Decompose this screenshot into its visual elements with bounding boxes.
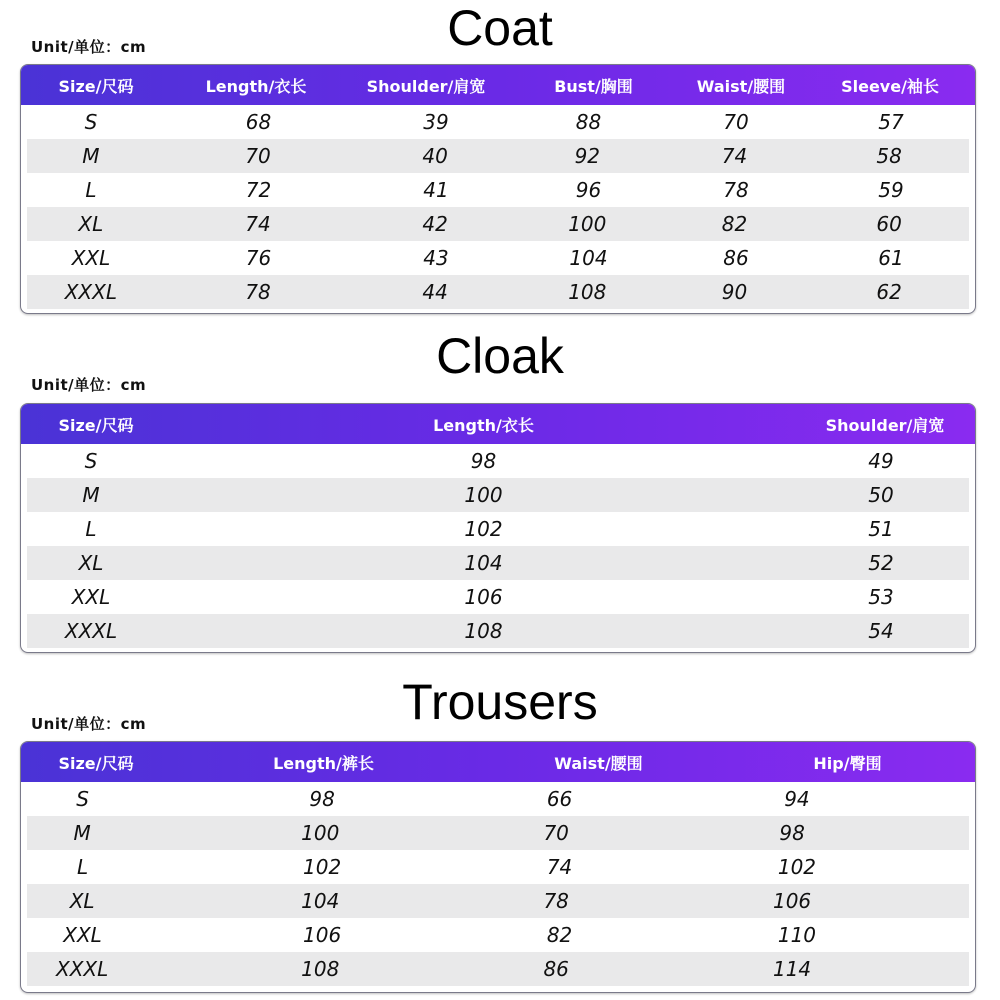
size-cell: L xyxy=(85,517,97,541)
trousers-title: Trousers xyxy=(402,674,598,730)
table-row xyxy=(27,207,969,241)
table-row xyxy=(21,241,975,275)
length-cell: 106 xyxy=(303,923,342,947)
table-row xyxy=(21,444,975,478)
header-length: Length/衣长 xyxy=(433,415,534,435)
shoulder-cell: 49 xyxy=(868,449,894,473)
length-cell: 100 xyxy=(301,821,340,845)
size-cell: XXXL xyxy=(64,280,117,304)
coat-table-header xyxy=(21,65,975,105)
length-cell: 76 xyxy=(245,246,272,270)
header-size: Size/尺码 xyxy=(58,415,134,435)
size-cell: S xyxy=(76,787,89,811)
header-hip: Hip/臀围 xyxy=(813,753,882,773)
bust-cell: 92 xyxy=(574,144,601,168)
waist-cell: 82 xyxy=(546,923,573,947)
cloak-size-table xyxy=(20,403,976,653)
shoulder-cell: 39 xyxy=(423,110,449,134)
hip-cell: 114 xyxy=(772,957,812,981)
length-cell: 108 xyxy=(464,619,503,643)
hip-cell: 110 xyxy=(777,923,817,947)
sleeve-cell: 57 xyxy=(878,110,904,134)
length-cell: 104 xyxy=(464,551,503,575)
length-cell: 68 xyxy=(245,110,272,134)
length-cell: 74 xyxy=(245,212,271,236)
sleeve-cell: 60 xyxy=(876,212,902,236)
header-bust: Bust/胸围 xyxy=(554,76,633,96)
table-row xyxy=(21,173,975,207)
table-row xyxy=(27,275,969,309)
length-cell: 106 xyxy=(464,585,503,609)
shoulder-cell: 43 xyxy=(423,246,449,270)
size-cell: M xyxy=(82,483,100,507)
trousers-table-header xyxy=(21,742,975,782)
size-cell: S xyxy=(84,449,98,473)
cloak-unit-label: Unit/单位：cm xyxy=(31,376,147,394)
coat-size-table xyxy=(20,64,976,314)
size-cell: L xyxy=(85,178,97,202)
size-cell: XXL xyxy=(63,923,102,947)
table-row xyxy=(21,512,975,546)
waist-cell: 78 xyxy=(543,889,569,913)
size-cell: XXXL xyxy=(64,619,118,643)
table-row xyxy=(27,816,969,850)
table-row xyxy=(27,884,969,918)
size-cell: S xyxy=(84,110,98,134)
shoulder-cell: 53 xyxy=(868,585,894,609)
waist-cell: 82 xyxy=(721,212,748,236)
table-row xyxy=(21,105,975,139)
size-cell: XXL xyxy=(71,585,111,609)
sleeve-cell: 62 xyxy=(876,280,902,304)
bust-cell: 108 xyxy=(568,280,607,304)
table-row xyxy=(27,614,969,648)
size-cell: M xyxy=(73,821,91,845)
waist-cell: 70 xyxy=(543,821,569,845)
hip-cell: 98 xyxy=(779,821,805,845)
bust-cell: 96 xyxy=(575,178,602,202)
sleeve-cell: 61 xyxy=(878,246,904,270)
waist-cell: 90 xyxy=(721,280,748,304)
shoulder-cell: 54 xyxy=(868,619,894,643)
shoulder-cell: 51 xyxy=(868,517,894,541)
hip-cell: 106 xyxy=(772,889,812,913)
header-waist: Waist/腰围 xyxy=(696,76,786,96)
length-cell: 104 xyxy=(301,889,340,913)
header-length: Length/衣长 xyxy=(205,76,307,96)
header-waist: Waist/腰围 xyxy=(554,753,643,773)
length-cell: 102 xyxy=(464,517,503,541)
size-cell: L xyxy=(76,855,89,879)
header-length: Length/裤长 xyxy=(273,753,374,773)
table-row xyxy=(27,139,969,173)
cloak-title: Cloak xyxy=(436,328,564,384)
waist-cell: 74 xyxy=(721,144,748,168)
waist-cell: 74 xyxy=(546,855,573,879)
length-cell: 100 xyxy=(464,483,503,507)
sleeve-cell: 59 xyxy=(878,178,904,202)
hip-cell: 102 xyxy=(777,855,817,879)
table-row xyxy=(27,546,969,580)
size-cell: M xyxy=(82,144,100,168)
length-cell: 70 xyxy=(245,144,271,168)
size-cell: XXL xyxy=(71,246,111,270)
length-cell: 98 xyxy=(470,449,497,473)
size-cell: XXXL xyxy=(56,957,109,981)
cloak-table-header xyxy=(21,404,975,444)
header-size: Size/尺码 xyxy=(58,76,134,96)
bust-cell: 88 xyxy=(575,110,602,134)
table-row xyxy=(21,580,975,614)
coat-unit-label: Unit/单位：cm xyxy=(31,38,147,56)
hip-cell: 94 xyxy=(784,787,810,811)
size-cell: XL xyxy=(78,551,104,575)
waist-cell: 86 xyxy=(543,957,569,981)
header-size: Size/尺码 xyxy=(58,753,134,773)
shoulder-cell: 40 xyxy=(422,144,448,168)
trousers-unit-label: Unit/单位：cm xyxy=(31,715,147,733)
shoulder-cell: 42 xyxy=(422,212,448,236)
length-cell: 102 xyxy=(303,855,342,879)
table-row xyxy=(27,478,969,512)
shoulder-cell: 52 xyxy=(868,551,894,575)
waist-cell: 66 xyxy=(546,787,573,811)
header-sleeve: Sleeve/袖长 xyxy=(841,76,939,96)
table-row xyxy=(27,952,969,986)
waist-cell: 78 xyxy=(723,178,749,202)
coat-title: Coat xyxy=(447,0,553,56)
waist-cell: 70 xyxy=(723,110,749,134)
shoulder-cell: 41 xyxy=(423,178,449,202)
header-shoulder: Shoulder/肩宽 xyxy=(825,415,945,435)
length-cell: 78 xyxy=(245,280,271,304)
table-row xyxy=(21,782,975,816)
table-row xyxy=(21,850,975,884)
waist-cell: 86 xyxy=(723,246,749,270)
bust-cell: 104 xyxy=(569,246,608,270)
bust-cell: 100 xyxy=(568,212,607,236)
shoulder-cell: 50 xyxy=(868,483,894,507)
length-cell: 108 xyxy=(301,957,340,981)
trousers-size-table xyxy=(20,741,976,993)
size-cell: XL xyxy=(78,212,104,236)
shoulder-cell: 44 xyxy=(422,280,448,304)
length-cell: 72 xyxy=(245,178,272,202)
header-shoulder: Shoulder/肩宽 xyxy=(366,76,486,96)
sleeve-cell: 58 xyxy=(876,144,902,168)
size-cell: XL xyxy=(69,889,95,913)
table-row xyxy=(21,918,975,952)
length-cell: 98 xyxy=(309,787,335,811)
